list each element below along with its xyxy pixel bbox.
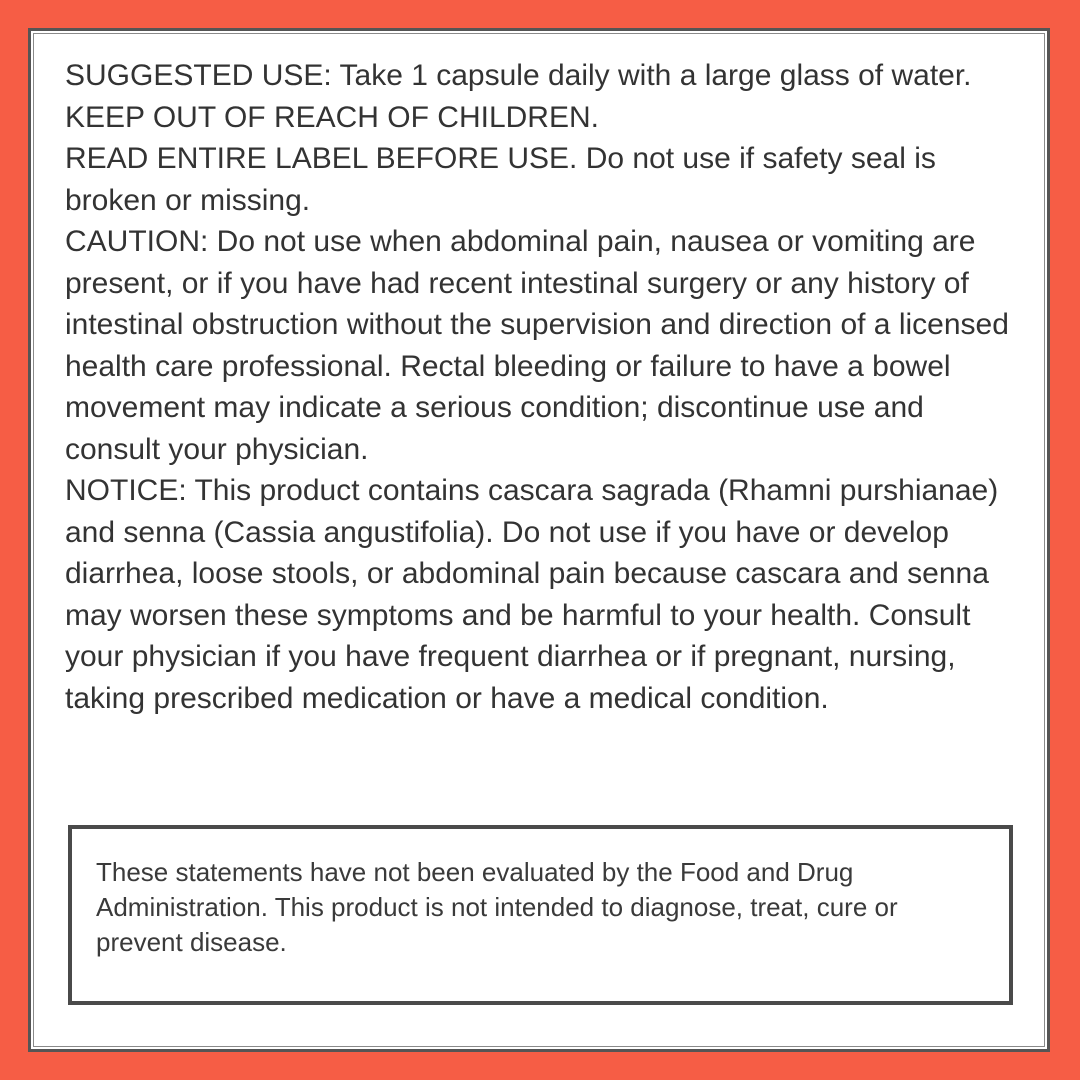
suggested-use-paragraph: SUGGESTED USE: Take 1 capsule daily with a large glass of water. — [65, 59, 972, 92]
keep-out-of-reach-paragraph: KEEP OUT OF REACH OF CHILDREN. — [65, 100, 599, 134]
fda-disclaimer-text: These statements have not been evaluated by the Food and Drug Administration. This product is not intended to diagnose, treat, cure or prevent disease. — [96, 857, 898, 957]
caution-paragraph: CAUTION: Do not use when abdominal pain, nausea or vomiting are present, or if you have had recent intestinal surgery or any history of intestinal obstruction without the supervision and direction of a licensed health care professional. Rectal bleeding or failure to have a bowel movement may indicate a serious condition; discontinue use and consult your physician. — [65, 225, 1009, 466]
notice-paragraph: NOTICE: This product contains cascara sagrada (Rhamni purshianae) and senna (Cassia angustifolia). Do not use if you have or develop diarrhea, loose stools, or abdominal pain because cascara and senna may worsen these symptoms and be harmful to your health. Consult your physician if you have frequent diarrhea or if pregnant, nursing, taking prescribed medication or have a medical condition. — [65, 474, 999, 715]
read-label-paragraph: READ ENTIRE LABEL BEFORE USE. Do not use if safety seal is broken or missing. — [65, 142, 936, 217]
label-instructions — [65, 55, 1015, 719]
fda-disclaimer-box — [68, 825, 1013, 1005]
supplement-label-panel — [28, 28, 1050, 1052]
